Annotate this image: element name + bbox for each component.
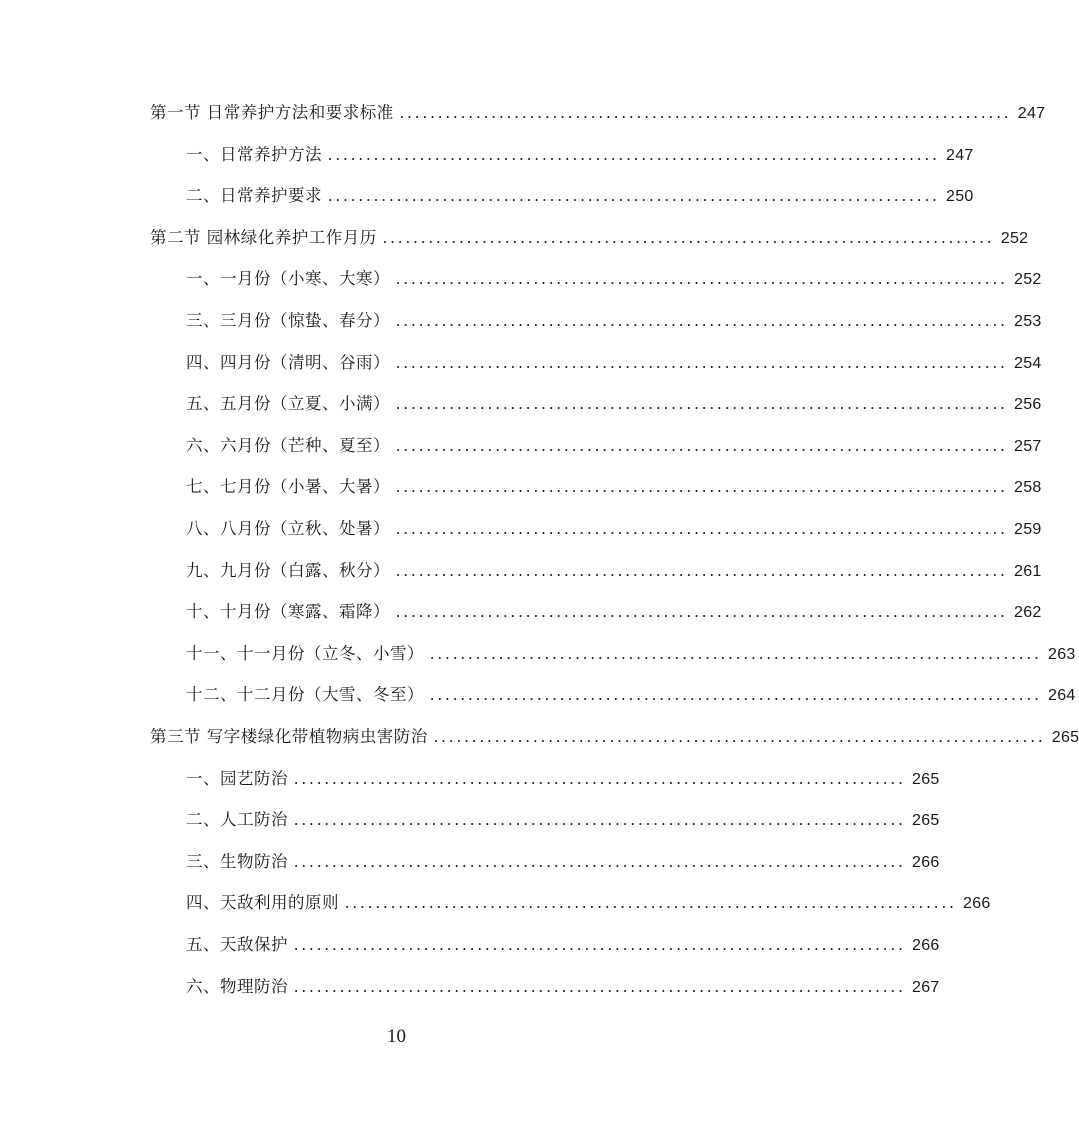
toc-dot-leader: ................................................................................ xyxy=(396,352,1008,372)
toc-entry-title: 十、十月份（寒露、霜降） xyxy=(186,602,390,622)
toc-entry-section-3 xyxy=(150,722,1079,752)
toc-entry xyxy=(186,389,1042,419)
toc-dot-leader: ................................................................................ xyxy=(382,227,995,247)
toc-entry-title: 五、天敌保护 xyxy=(186,935,288,954)
toc-dot-leader: ................................................................................ xyxy=(399,103,1012,122)
toc-entry xyxy=(186,680,1076,710)
toc-entry xyxy=(186,597,1042,627)
toc-entry-page: 265 xyxy=(1051,729,1079,746)
toc-entry-title: 九、九月份（白露、秋分） xyxy=(186,560,390,580)
toc-entry-title: 第二节 园林绿化养护工作月历 xyxy=(150,227,377,247)
toc-entry-title: 一、日常养护方法 xyxy=(186,144,322,164)
toc-dot-leader: ................................................................................ xyxy=(396,602,1008,622)
page-number: 10 xyxy=(387,1026,406,1047)
toc-entry-title: 十二、十二月份（大雪、冬至） xyxy=(186,685,424,705)
toc-entry xyxy=(186,514,1042,544)
toc-dot-leader: ................................................................................ xyxy=(430,685,1042,705)
toc-entry-title: 八、八月份（立秋、处暑） xyxy=(186,519,390,538)
toc-dot-leader: ................................................................................ xyxy=(430,643,1042,663)
toc-dot-leader: ................................................................................ xyxy=(294,768,906,788)
toc-entry xyxy=(186,805,940,835)
toc-dot-leader: ................................................................................ xyxy=(345,893,957,913)
toc-entry-page: 267 xyxy=(912,978,940,996)
toc-dot-leader: ................................................................................ xyxy=(328,186,940,206)
toc-entry-page: 257 xyxy=(1014,437,1042,455)
toc-entry-title: 一、园艺防治 xyxy=(186,768,288,788)
toc-entry-page: 266 xyxy=(912,853,940,871)
toc-entry-page: 262 xyxy=(1014,604,1042,622)
toc-entry xyxy=(186,348,1042,378)
toc-entry-title: 十一、十一月份（立冬、小雪） xyxy=(186,643,424,663)
toc-entry xyxy=(186,639,1076,669)
toc-entry xyxy=(186,888,991,918)
toc-entry-title: 二、人工防治 xyxy=(186,810,288,830)
toc-dot-leader: ................................................................................ xyxy=(294,976,906,996)
toc-entry-page: 254 xyxy=(1014,354,1042,372)
toc-entry-page: 259 xyxy=(1014,521,1042,538)
toc-dot-leader: ................................................................................ xyxy=(396,560,1008,580)
toc-entry-page: 258 xyxy=(1014,479,1042,497)
toc-entry-title: 三、三月份（惊蛰、春分） xyxy=(186,311,390,330)
toc-dot-leader: ................................................................................ xyxy=(433,727,1046,746)
toc-entry-title: 六、六月份（芒种、夏至） xyxy=(186,435,390,455)
toc-entry xyxy=(186,847,940,877)
toc-entry-page: 265 xyxy=(912,812,940,830)
toc-entry-page: 252 xyxy=(1014,271,1042,289)
toc-entry-page: 253 xyxy=(1014,313,1042,330)
toc-entry xyxy=(186,556,1042,586)
toc-entry-title: 四、天敌利用的原则 xyxy=(186,893,339,913)
toc-dot-leader: ................................................................................ xyxy=(294,851,906,871)
toc-entry-section-1 xyxy=(150,98,1046,128)
toc-entry-page: 265 xyxy=(912,770,940,788)
toc-entry-page: 264 xyxy=(1048,687,1076,705)
toc-entry xyxy=(186,140,974,170)
toc-entry-title: 一、一月份（小寒、大寒） xyxy=(186,269,390,289)
toc-entry xyxy=(186,306,1042,336)
toc-entry-title: 二、日常养护要求 xyxy=(186,186,322,206)
toc-dot-leader: ................................................................................ xyxy=(396,394,1008,414)
toc-entry-page: 256 xyxy=(1014,396,1042,414)
toc-entry-title: 第三节 写字楼绿化带植物病虫害防治 xyxy=(150,727,428,746)
toc-dot-leader: ................................................................................ xyxy=(396,269,1008,289)
toc-entry-page: 263 xyxy=(1048,645,1076,663)
toc-entry xyxy=(186,764,940,794)
toc-dot-leader: ................................................................................ xyxy=(396,311,1008,330)
toc-entry-page: 261 xyxy=(1014,562,1042,580)
toc-entry xyxy=(186,930,940,960)
toc-entry xyxy=(186,431,1042,461)
toc-entry xyxy=(186,264,1042,294)
toc-entry-title: 七、七月份（小暑、大暑） xyxy=(186,477,390,497)
toc-entry-page: 250 xyxy=(946,188,974,206)
toc-dot-leader: ................................................................................ xyxy=(294,810,906,830)
toc-entry-page: 266 xyxy=(912,937,940,954)
toc-entry xyxy=(186,181,974,211)
toc-entry-title: 三、生物防治 xyxy=(186,851,288,871)
toc-entry-title: 六、物理防治 xyxy=(186,976,288,996)
toc-dot-leader: ................................................................................ xyxy=(328,144,940,164)
toc-entry-page: 247 xyxy=(1017,105,1046,122)
toc-dot-leader: ................................................................................ xyxy=(396,519,1008,538)
toc-entry-page: 266 xyxy=(963,895,991,913)
toc-entry-title: 第一节 日常养护方法和要求标准 xyxy=(150,103,394,122)
toc-entry xyxy=(186,972,940,1002)
toc-entry-title: 四、四月份（清明、谷雨） xyxy=(186,352,390,372)
toc-entry-section-2 xyxy=(150,223,1029,253)
toc-dot-leader: ................................................................................ xyxy=(396,477,1008,497)
toc-entry-title: 五、五月份（立夏、小满） xyxy=(186,394,390,414)
toc-entry-page: 247 xyxy=(946,146,974,164)
toc-entry xyxy=(186,472,1042,502)
toc-dot-leader: ................................................................................ xyxy=(294,935,906,954)
toc-dot-leader: ................................................................................ xyxy=(396,435,1008,455)
toc-entry-page: 252 xyxy=(1000,229,1029,247)
